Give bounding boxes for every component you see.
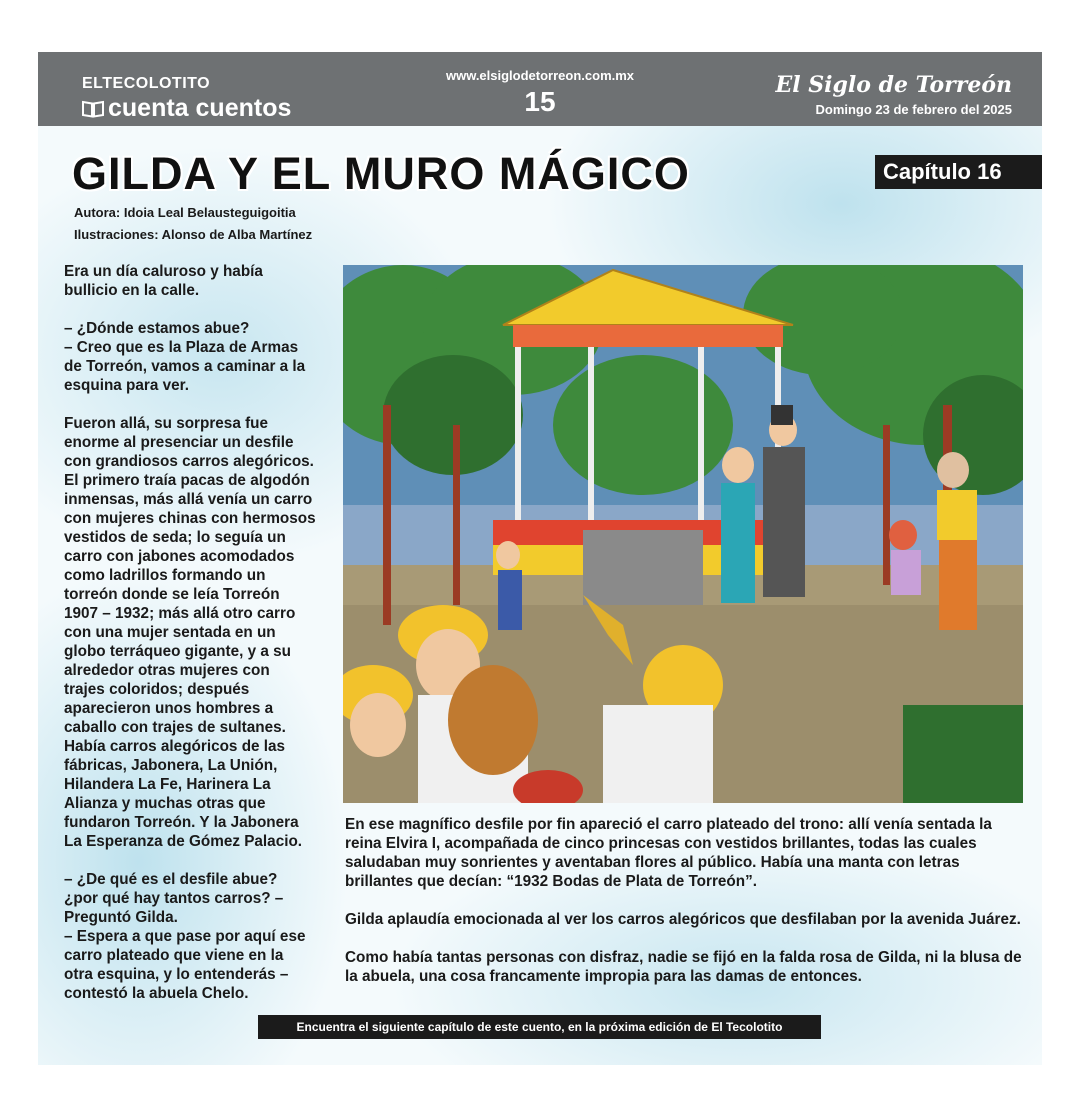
newspaper-masthead: El Siglo de Torreón: [775, 72, 1012, 98]
story-left-column: [64, 262, 334, 1022]
story-paragraph: Era un día caluroso y había bullicio en la calle.: [64, 263, 263, 299]
brand-logo: ELTECOLOTITO: [82, 75, 211, 92]
author-credit: Autora: Idoia Leal Belausteguigoitia: [74, 205, 296, 220]
page-header: [38, 52, 1042, 126]
story-paragraph: – ¿Dónde estamos abue? – Creo que es la Plaza de Armas de Torreón, vamos a caminar a la esquina para ver.: [64, 320, 306, 394]
story-paragraph: Fueron allá, su sorpresa fue enorme al presenciar un desfile con grandiosos carros alegóricos. El primero traía pacas de algodón inmensas, más allá venía un carro con mujeres chinas con hermosos vestidos de seda; lo seguía un carro con jabones acomodados como ladrillos formando un torreón donde se leía Torreón 1907 – 1932; más allá otro carro con una mujer sentada en un globo terráqueo gigante, y a su alrededor otras mujeres con trajes coloridos; después aparecieron unos hombres a caballo con trajes de sultanes. Había carros alegóricos de las fábricas, Jabonera, La Unión, Hilandera La Fe, Harinera La Alianza y muchas otras que fundaron Torreón. Y la Jabonera La Esperanza de Gómez Palacio.: [64, 415, 316, 850]
publication-date: Domingo 23 de febrero del 2025: [815, 102, 1012, 117]
chapter-badge: Capítulo 16: [875, 155, 1042, 189]
story-paragraph: En ese magnífico desfile por fin apareció el carro plateado del trono: allí venía sentada la reina Elvira I, acompañada de cinco princesas con vestidos brillantes, todas las cuales saludaban muy sonrientes y aventaban flores al público. Había una manta con letras brillantes que decían: “1932 Bodas de Plata de Torreón”.: [345, 816, 992, 890]
story-paragraph: – ¿De qué es el desfile abue? ¿por qué hay tantos carros? – Preguntó Gilda. – Espera a que pase por aquí ese carro plateado que viene en la otra esquina, y lo entenderás – contestó la abuela Chelo.: [64, 871, 306, 1002]
story-right-column: [345, 815, 1025, 1005]
story-illustration: [343, 265, 1023, 803]
site-url: www.elsiglodetorreon.com.mx: [445, 68, 635, 83]
page-number: 15: [524, 86, 556, 117]
story-paragraph: Como había tantas personas con disfraz, nadie se fijó en la falda rosa de Gilda, ni la blusa de la abuela, una cosa francamente impropia para las damas de entonces.: [345, 949, 1022, 985]
newspaper-page: [38, 52, 1042, 1065]
section-label: cuenta cuentos: [108, 94, 292, 122]
story-paragraph: Gilda aplaudía emocionada al ver los carros alegóricos que desfilaban por la avenida Juárez.: [345, 911, 1021, 928]
story-title: GILDA Y EL MURO MÁGICO: [72, 148, 690, 199]
next-chapter-banner: Encuentra el siguiente capítulo de este cuento, en la próxima edición de El Tecolotito: [258, 1015, 821, 1039]
illustrator-credit: Ilustraciones: Alonso de Alba Martínez: [74, 227, 313, 242]
